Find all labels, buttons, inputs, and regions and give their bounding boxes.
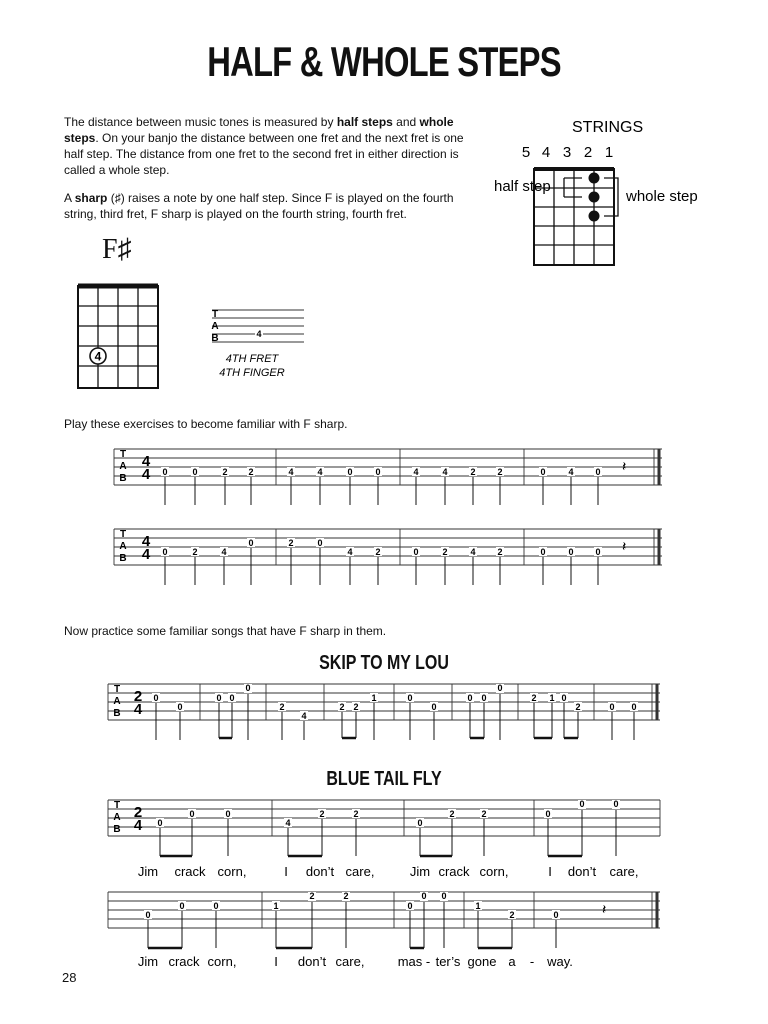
lyric-syllable: I <box>274 954 278 969</box>
tab-note: 2 <box>497 467 503 477</box>
lyric-syllable: corn, <box>479 864 509 879</box>
time-signature: 4 <box>133 701 143 718</box>
tab-note: 0 <box>192 467 198 477</box>
tab-letter: B <box>113 824 121 835</box>
tab-note: 0 <box>216 693 222 703</box>
intro-paragraph-1 <box>64 114 474 178</box>
tab-note: 0 <box>441 891 447 901</box>
tab-letter: B <box>211 333 219 344</box>
tab-note: 1 <box>549 693 555 703</box>
tab-note: 0 <box>568 547 574 557</box>
tab-notes <box>156 799 620 828</box>
tab-note: 4 <box>470 547 476 557</box>
tab-note: 2 <box>353 809 359 819</box>
tab-note: 0 <box>153 693 159 703</box>
tab-note: 0 <box>145 910 151 920</box>
tab-notes <box>144 891 560 920</box>
lyric-syllable: way. <box>547 954 573 969</box>
tab-note: 2 <box>309 891 315 901</box>
lyric-syllable: ter’s <box>435 954 461 969</box>
fsharp-fret-diagram <box>74 282 164 392</box>
time-signature: 4 <box>141 546 151 563</box>
half-step-label: half step <box>494 178 551 195</box>
text: raises a note by one half step. Since F is played on the fourth string, third fret, F sharp is played on the fourth string, fourth fret. <box>64 191 454 221</box>
fret-dot <box>589 211 600 222</box>
page-number: 28 <box>62 970 77 985</box>
tab-note: 0 <box>229 693 235 703</box>
intro-paragraph-2 <box>64 190 474 222</box>
tab-letter: T <box>113 684 121 695</box>
tab-note: 2 <box>375 547 381 557</box>
tab-note: 0 <box>162 547 168 557</box>
string-number-4: 4 <box>541 144 551 161</box>
tab-note: 2 <box>339 702 345 712</box>
time-signature: 4 <box>141 466 151 483</box>
tab-note: 0 <box>540 547 546 557</box>
tab-note: 0 <box>179 901 185 911</box>
quarter-rest-icon: 𝄽 <box>622 458 627 474</box>
tab-note: 4 <box>288 467 294 477</box>
tab-note: 2 <box>449 809 455 819</box>
lyric-syllable: care, <box>609 864 639 879</box>
tab-note: 0 <box>375 467 381 477</box>
tab-letter: A <box>119 461 127 472</box>
text: and <box>392 115 420 129</box>
lyric-syllable: corn, <box>207 954 237 969</box>
lyric-syllable: - <box>425 954 431 969</box>
lyric-syllable: - <box>529 954 535 969</box>
lyric-syllable: crack <box>168 954 200 969</box>
whole-step-label: whole step <box>626 188 698 205</box>
time-signature: 4 <box>141 453 151 470</box>
tab-note: 0 <box>481 693 487 703</box>
tab-note: 2 <box>481 809 487 819</box>
tab-note: 0 <box>177 702 183 712</box>
tab-note: 4 <box>347 547 353 557</box>
tab-note: 0 <box>561 693 567 703</box>
text: A <box>64 191 75 205</box>
lyric-syllable: I <box>284 864 288 879</box>
note-stems <box>165 477 598 505</box>
tab-letter: T <box>119 449 127 460</box>
tab-note: 0 <box>431 702 437 712</box>
tab-note: 0 <box>317 538 323 548</box>
tab-note: 0 <box>407 693 413 703</box>
tab-letter: B <box>119 553 127 564</box>
tab-note: 0 <box>609 702 615 712</box>
skip-to-my-lou-tab <box>104 678 664 748</box>
tab-note: 4 <box>285 818 291 828</box>
tab-letter: T <box>211 309 219 320</box>
tab-note: 2 <box>222 467 228 477</box>
tab-note: 0 <box>579 799 585 809</box>
finger-number: 4 <box>94 349 102 364</box>
tab-letter: A <box>119 541 127 552</box>
tab-note: 2 <box>248 467 254 477</box>
tab-note: 0 <box>407 901 413 911</box>
lyric-syllable: care, <box>345 864 375 879</box>
tab-note: 0 <box>613 799 619 809</box>
tab-letter: T <box>119 529 127 540</box>
tab-note: 0 <box>540 467 546 477</box>
tab-note: 2 <box>279 702 285 712</box>
tab-note: 2 <box>509 910 515 920</box>
exercise-2-tab <box>110 523 670 593</box>
tab-fret-number: 4 <box>256 329 262 339</box>
tab-letter: B <box>113 708 121 719</box>
lyric-syllable: don’t <box>305 864 335 879</box>
time-signature: 4 <box>141 533 151 550</box>
tab-letter: A <box>113 812 121 823</box>
tab-note: 1 <box>371 693 377 703</box>
lyric-syllable: Jim <box>137 954 159 969</box>
fsharp-label: F♯ <box>102 234 132 265</box>
fret-dot <box>589 192 600 203</box>
blue-tail-fly-tab-line-2 <box>104 886 664 976</box>
tab-note: 0 <box>347 467 353 477</box>
song-title-blue-tail-fly: BLUE TAIL FLY <box>326 768 442 790</box>
lyric-syllable: a <box>508 954 516 969</box>
tab-note: 2 <box>353 702 359 712</box>
tab-note: 0 <box>595 467 601 477</box>
tab-note: 0 <box>413 547 419 557</box>
tab-note: 0 <box>421 891 427 901</box>
fret-dot <box>589 173 600 184</box>
note-stems-and-beams <box>148 902 559 948</box>
whole-step-bracket <box>604 178 618 216</box>
tab-letter: T <box>113 800 121 811</box>
tab-note: 0 <box>417 818 423 828</box>
time-signature: 4 <box>133 817 143 834</box>
fsharp-tab <box>204 306 314 386</box>
lyric-syllable: crack <box>174 864 206 879</box>
lyric-syllable: care, <box>335 954 365 969</box>
lyric-syllable: gone <box>467 954 497 969</box>
tab-note: 4 <box>301 711 307 721</box>
tab-note: 0 <box>162 467 168 477</box>
strings-heading: STRINGS <box>572 119 644 136</box>
tab-note: 4 <box>317 467 323 477</box>
tab-note: 2 <box>575 702 581 712</box>
tab-note: 1 <box>273 901 279 911</box>
tab-note: 0 <box>157 818 163 828</box>
blue-tail-fly-tab-line-1 <box>104 794 664 884</box>
sharp-symbol: (♯) <box>107 191 125 205</box>
tab-note: 4 <box>413 467 419 477</box>
string-numbers <box>522 144 613 161</box>
tab-notes <box>161 467 602 477</box>
tab-note: 2 <box>470 467 476 477</box>
tab-note: 2 <box>192 547 198 557</box>
tab-note: 0 <box>245 683 251 693</box>
tab-letter: A <box>211 321 219 332</box>
tab-note: 0 <box>545 809 551 819</box>
song-title-skip-to-my-lou: SKIP TO MY LOU <box>319 652 449 674</box>
lyric-syllable: Jim <box>409 864 431 879</box>
fret-caption: 4TH FRET <box>225 353 279 365</box>
lyrics-line-1 <box>138 864 639 879</box>
tab-note: 2 <box>319 809 325 819</box>
time-signature: 2 <box>133 688 143 705</box>
tab-note: 0 <box>497 683 503 693</box>
term-whole-steps: whole steps <box>64 115 454 145</box>
term-sharp: sharp <box>74 191 108 205</box>
text: The distance between music tones is measured by <box>64 115 337 129</box>
lyric-syllable: don’t <box>297 954 327 969</box>
lyric-syllable: crack <box>438 864 470 879</box>
tab-note: 2 <box>288 538 294 548</box>
string-number-3: 3 <box>562 144 572 161</box>
tab-note: 0 <box>213 901 219 911</box>
finger-caption: 4TH FINGER <box>219 367 285 379</box>
strings-fretboard-diagram <box>490 110 730 275</box>
page-title: HALF & WHOLE STEPS <box>207 38 561 85</box>
quarter-rest-icon: 𝄽 <box>602 901 607 917</box>
tab-letter: B <box>119 473 127 484</box>
tab-note: 0 <box>631 702 637 712</box>
songs-intro: Now practice some familiar songs that have F sharp in them. <box>64 624 387 638</box>
string-number-2: 2 <box>583 144 593 161</box>
lyric-syllable: mas <box>397 954 423 969</box>
lyric-syllable: Jim <box>137 864 159 879</box>
tab-note: 0 <box>189 809 195 819</box>
tab-note: 0 <box>225 809 231 819</box>
tab-note: 2 <box>343 891 349 901</box>
lyric-syllable: I <box>548 864 552 879</box>
lyric-syllable: corn, <box>217 864 247 879</box>
tab-letter: A <box>113 696 121 707</box>
tab-note: 0 <box>595 547 601 557</box>
tab-note: 1 <box>475 901 481 911</box>
tab-notes <box>161 538 602 557</box>
text: . On your banjo the distance between one fret and the next fret is one half step. The distance from one fret to the second fret in either direction is called a whole step. <box>64 131 464 177</box>
tab-note: 0 <box>553 910 559 920</box>
lyric-syllable: don’t <box>567 864 597 879</box>
tab-note: 0 <box>467 693 473 703</box>
tab-note: 4 <box>442 467 448 477</box>
tab-note: 2 <box>442 547 448 557</box>
tab-note: 0 <box>248 538 254 548</box>
quarter-rest-icon: 𝄽 <box>622 538 627 554</box>
tab-note: 4 <box>568 467 574 477</box>
time-signature: 2 <box>133 804 143 821</box>
term-half-steps: half steps <box>336 115 393 129</box>
string-number-5: 5 <box>521 144 531 161</box>
tab-note: 2 <box>497 547 503 557</box>
tab-note: 2 <box>531 693 537 703</box>
lyrics-line-2 <box>138 954 573 969</box>
exercise-1-tab <box>110 443 670 513</box>
string-number-1: 1 <box>604 144 614 161</box>
tab-note: 4 <box>221 547 227 557</box>
exercise-intro: Play these exercises to become familiar with F sharp. <box>64 417 348 431</box>
